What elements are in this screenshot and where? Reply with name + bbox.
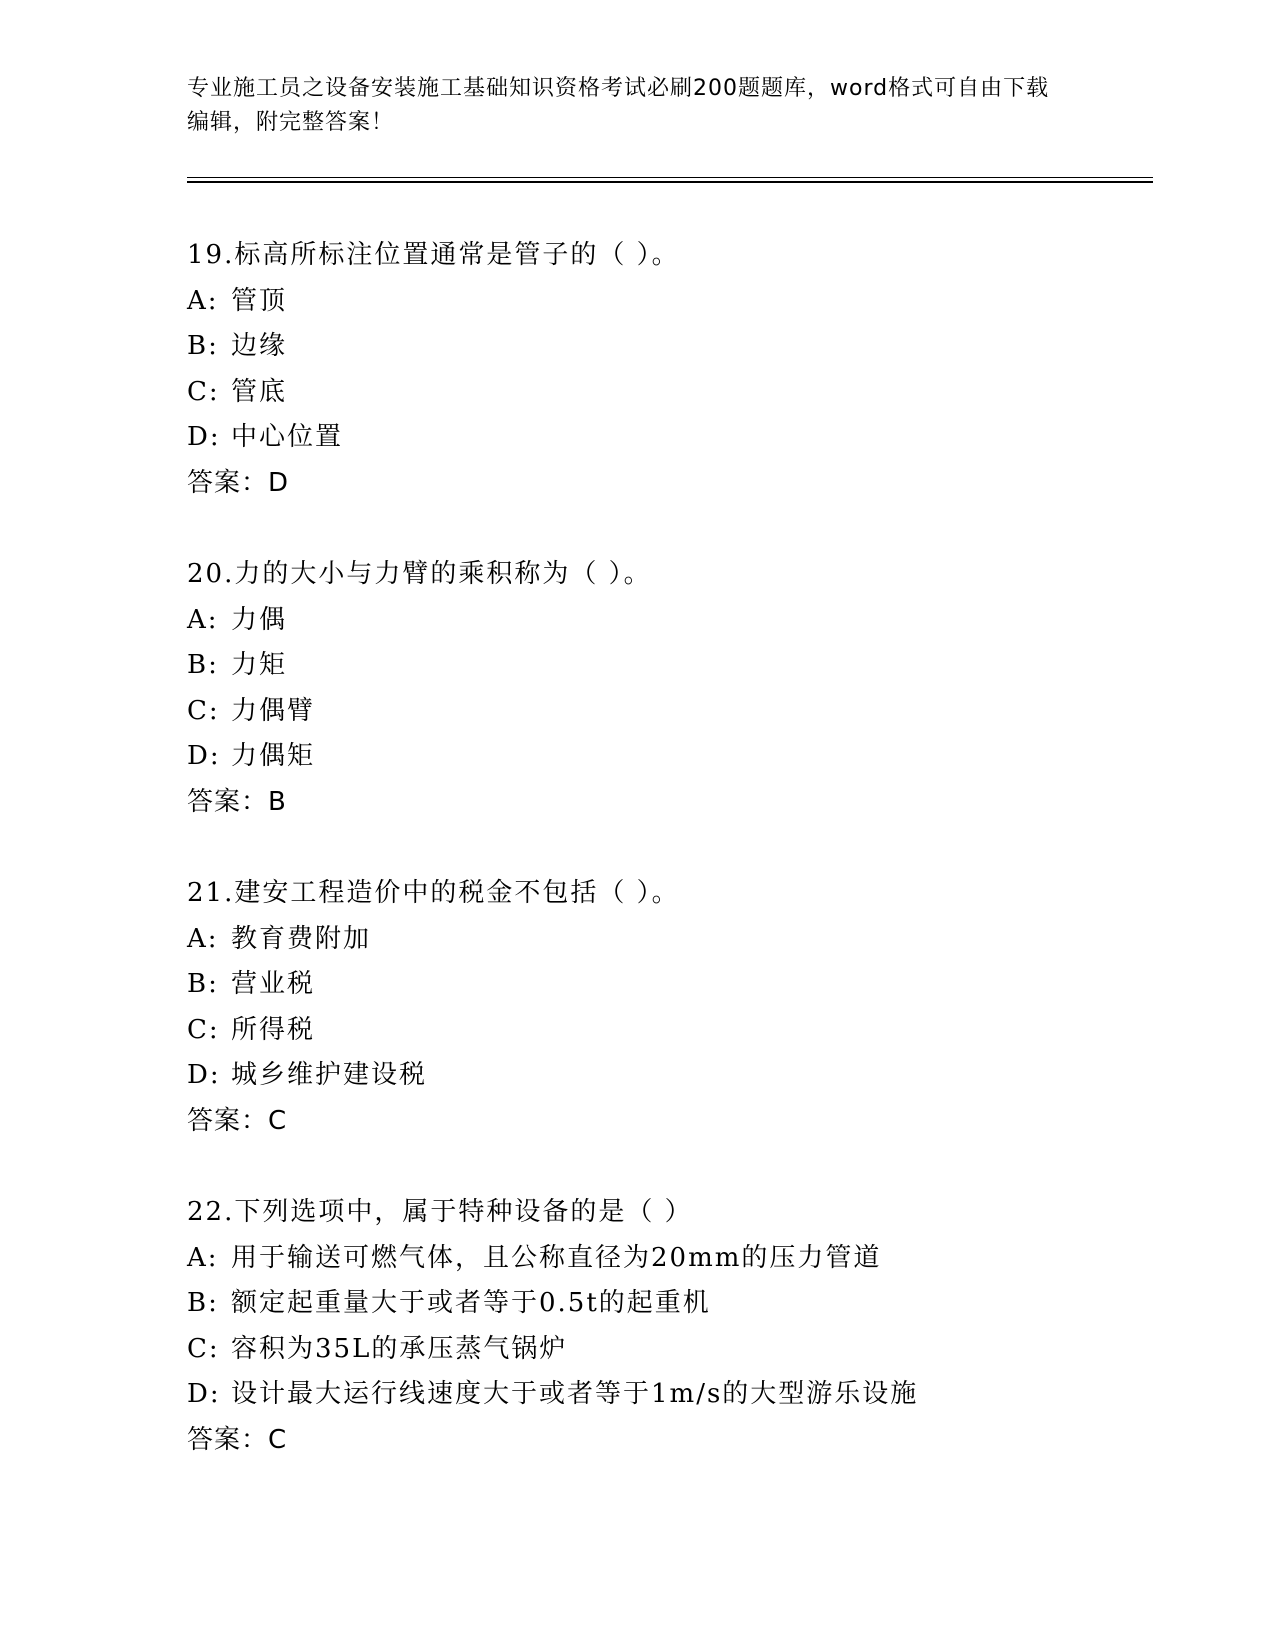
option-c: [187, 370, 1187, 416]
option-letter: D:: [187, 422, 221, 452]
option-letter: B:: [187, 1288, 219, 1318]
option-text: 用于输送可燃气体，且公称直径为20mm的压力管道: [231, 1242, 882, 1273]
option-letter: C:: [187, 376, 220, 407]
option-letter: D:: [187, 741, 221, 771]
option-letter: B:: [187, 331, 219, 361]
option-text: 边缘: [231, 331, 288, 361]
question-stem: 20.力的大小与力臂的乘积称为（ ）。: [187, 559, 652, 589]
question-22: [187, 1190, 1187, 1463]
option-d: [187, 1372, 1187, 1418]
option-letter: B:: [187, 650, 219, 680]
option-text: 管顶: [231, 285, 288, 316]
question-21: [187, 871, 1187, 1144]
option-text: 设计最大运行线速度大于或者等于1m/s的大型游乐设施: [231, 1379, 919, 1409]
option-c: [187, 1327, 1187, 1373]
question-20: [187, 552, 1187, 825]
option-letter: C:: [187, 1333, 220, 1364]
option-text: 额定起重量大于或者等于0.5t的起重机: [231, 1288, 711, 1318]
option-d: [187, 734, 1187, 780]
option-b: [187, 643, 1187, 689]
answer-line: 答案：D: [187, 467, 290, 498]
option-letter: A:: [187, 923, 219, 954]
option-text: 力偶: [231, 604, 288, 635]
question-stem: 22.下列选项中，属于特种设备的是（ ）: [187, 1197, 693, 1227]
option-text: 容积为35L的承压蒸气锅炉: [231, 1333, 568, 1364]
option-c: [187, 689, 1187, 735]
option-text: 城乡维护建设税: [231, 1060, 428, 1090]
option-text: 所得税: [231, 1014, 316, 1045]
option-text: 管底: [231, 376, 288, 407]
option-a: [187, 279, 1187, 325]
option-text: 教育费附加: [231, 923, 372, 954]
option-d: [187, 415, 1187, 461]
option-d: [187, 1053, 1187, 1099]
option-text: 力偶矩: [231, 741, 316, 771]
option-text: 力矩: [231, 650, 288, 680]
option-text: 中心位置: [231, 422, 344, 452]
option-letter: C:: [187, 695, 220, 726]
option-b: [187, 1281, 1187, 1327]
option-letter: D:: [187, 1379, 221, 1409]
document-header: 专业施工员之设备安装施工基础知识资格考试必刷200题题库，word格式可自由下载编辑，附完整答案！: [187, 76, 1050, 135]
option-letter: C:: [187, 1014, 220, 1045]
option-letter: A:: [187, 285, 219, 316]
question-19: [187, 233, 1187, 506]
question-stem: 19.标高所标注位置通常是管子的（ ）。: [187, 240, 680, 270]
header-divider-thick: [187, 181, 1153, 183]
option-a: [187, 598, 1187, 644]
option-a: [187, 917, 1187, 963]
option-b: [187, 962, 1187, 1008]
answer-line: 答案：B: [187, 786, 287, 817]
option-letter: B:: [187, 969, 219, 999]
question-stem: 21.建安工程造价中的税金不包括（ ）。: [187, 878, 680, 908]
option-text: 营业税: [231, 969, 316, 999]
answer-line: 答案：C: [187, 1424, 288, 1455]
option-letter: D:: [187, 1060, 221, 1090]
option-c: [187, 1008, 1187, 1054]
option-letter: A:: [187, 604, 219, 635]
option-letter: A:: [187, 1242, 219, 1273]
header-divider-thin: [187, 177, 1153, 178]
option-a: [187, 1236, 1187, 1282]
option-b: [187, 324, 1187, 370]
option-text: 力偶臂: [231, 695, 316, 726]
answer-line: 答案：C: [187, 1105, 288, 1136]
